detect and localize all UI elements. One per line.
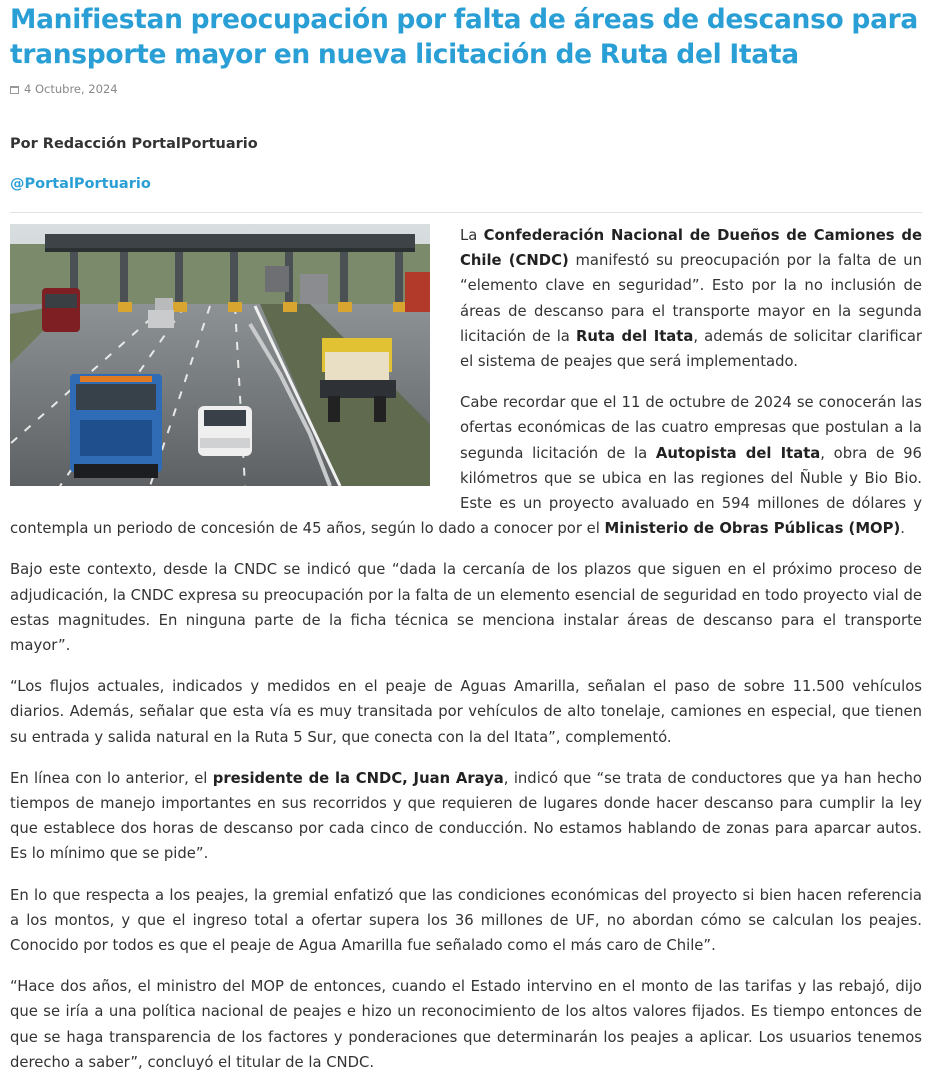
p1-text-d: , además de solicitar clarificar el sistema de peajes que será implementado. <box>460 327 922 371</box>
calendar-icon <box>10 86 19 94</box>
author-handle-link[interactable]: @PortalPortuario <box>10 176 151 192</box>
p2-text-d: . <box>900 520 905 538</box>
paragraph-7: “Hace dos años, el ministro del MOP de entonces, cuando el Estado intervino en el monto de las tarifas y las rebajó, dijo que se iría a una política nacional de peajes e hizo un reconocimiento de los altos valores fijados. Es tiempo entonces de que se haga transparencia de los factores y ponderaciones que determinarán los peajes a aplicar. Los usuarios tenemos derecho a saber”, concluyó el titular de la CNDC. <box>10 978 922 1071</box>
p1-text-c: manifestó su preocupación por la falta de un “elemento clave en seguridad”. Esto por la no inclusión de áreas de descanso para el transporte mayor en la segunda licitación de la <box>460 252 922 345</box>
p1-bold-ruta: Ruta del Itata <box>575 327 694 345</box>
header-divider <box>10 212 922 213</box>
publish-date <box>10 82 922 96</box>
paragraph-6: En lo que respecta a los peajes, la gremial enfatizó que las condiciones económicas del proyecto si bien hacen referencia a los montos, y que el ingreso total a ofertar supera los 36 millones de UF, no abordan cómo se calculan los peajes. Conocido por todos es que el peaje de Agua Amarilla fue señalado como el más caro de Chile”. <box>10 886 922 955</box>
byline: Por Redacción PortalPortuario <box>10 136 258 152</box>
p2-bold-mop: Ministerio de Obras Públicas (MOP) <box>604 520 901 538</box>
article-body <box>10 223 922 1075</box>
p1-bold-cndc: Confederación Nacional de Dueños de Camiones de Chile (CNDC) <box>460 227 923 270</box>
p1-text-a: La <box>460 227 484 244</box>
p5-text-c: , indicó que “se trata de conductores que ya han hecho tiempos de manejo importantes en sus recorridos y que requieren de lugares donde hacer descanso para cumplir la ley que establece dos horas de descanso por cada cinco de conducción. No estamos hablando de zonas para aparcar autos. Es lo mínimo que se pide”. <box>10 769 922 863</box>
article-photo <box>10 224 430 486</box>
paragraph-4: “Los flujos actuales, indicados y medidos en el peaje de Aguas Amarilla, señalan el paso de sobre 11.500 vehículos diarios. Además, señalar que esta vía es muy transitada por vehículos de alto tonelaje, camiones en especial, que tienen su entrada y salida natural en la Ruta 5 Sur, que conecta con la del Itata”, complementó. <box>10 678 922 746</box>
p5-bold-presidente: presidente de la CNDC, Juan Araya <box>212 769 504 787</box>
p2-text-c: , obra de 96 kilómetros que se ubica en las regiones del Ñuble y Bio Bio. Este es un proyecto avaluado en 594 millones de dólares y contempla un periodo de concesión de 45 años, según lo dado a conocer por el <box>10 444 922 538</box>
paragraph-3: Bajo este contexto, desde la CNDC se indicó que “dada la cercanía de los plazos que siguen en el próximo proceso de adjudicación, la CNDC expresa su preocupación por la falta de un elemento esencial de seguridad en todo proyecto vial de estas magnitudes. En ninguna parte de la ficha técnica se menciona instalar áreas de descanso para el transporte mayor”. <box>10 561 922 655</box>
article-page <box>0 2 932 1075</box>
publish-date-text: 4 Octubre, 2024 <box>24 82 118 96</box>
p2-text-a: Cabe recordar que el 11 de octubre de 2024 se conocerán las ofertas económicas de las cuatro empresas que postulan a la segunda licitación de la <box>460 394 922 462</box>
paragraph-5 <box>10 766 922 867</box>
article-title: Manifiestan preocupación por falta de áreas de descanso para transporte mayor en nueva licitación de Ruta del Itata <box>10 4 918 70</box>
highway-toll-photo <box>10 224 430 486</box>
p5-text-a: En línea con lo anterior, el <box>10 769 213 787</box>
p2-bold-autopista: Autopista del Itata <box>655 444 821 462</box>
